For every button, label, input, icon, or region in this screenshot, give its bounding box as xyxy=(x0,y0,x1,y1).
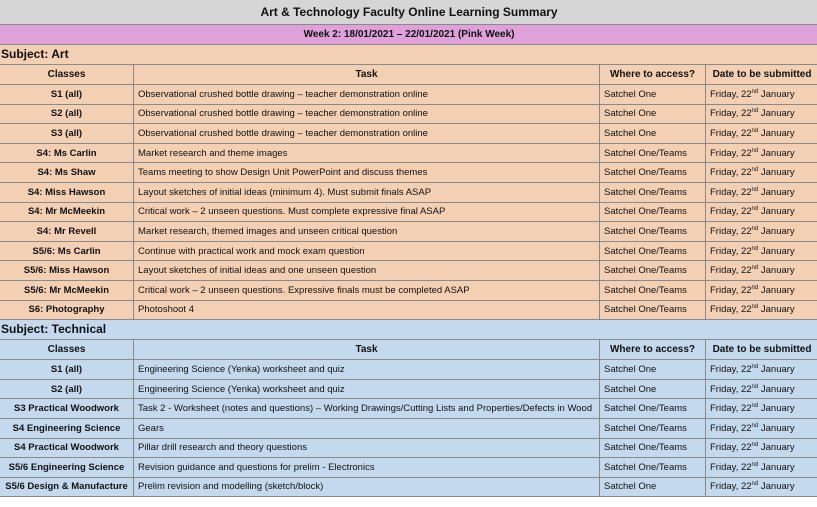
date-suffix: nd xyxy=(751,304,759,311)
technical-subject-row xyxy=(0,320,817,340)
date-text: Friday, 22 xyxy=(710,206,752,218)
date-text: Friday, 22 xyxy=(710,284,752,296)
access-cell: Satchel One xyxy=(600,379,706,399)
date-text: Friday, 22 xyxy=(710,403,752,415)
technical-col-header-date: Date to be submitted xyxy=(706,340,817,360)
date-cell xyxy=(706,360,817,380)
table-row xyxy=(0,85,817,105)
access-cell: Satchel One xyxy=(600,124,706,144)
date-suffix: nd xyxy=(751,245,759,252)
date-month: January xyxy=(758,304,795,316)
class-cell: S5/6 Design & Manufacture xyxy=(0,477,134,497)
date-suffix: nd xyxy=(751,108,759,115)
class-cell: S1 (all) xyxy=(0,360,134,380)
technical-col-header-where: Where to access? xyxy=(600,340,706,360)
date-month: January xyxy=(758,245,795,257)
table-row xyxy=(0,143,817,163)
date-suffix: nd xyxy=(751,225,759,232)
date-month: January xyxy=(758,147,795,159)
art-col-header-task: Task xyxy=(134,65,600,85)
access-cell: Satchel One/Teams xyxy=(600,280,706,300)
access-cell: Satchel One/Teams xyxy=(600,458,706,478)
date-text: Friday, 22 xyxy=(710,186,752,198)
date-suffix: nd xyxy=(751,383,759,390)
date-suffix: nd xyxy=(751,147,759,154)
date-suffix: nd xyxy=(751,265,759,272)
date-suffix: nd xyxy=(751,461,759,468)
date-month: January xyxy=(758,442,795,454)
access-cell: Satchel One/Teams xyxy=(600,261,706,281)
date-suffix: nd xyxy=(751,167,759,174)
date-cell xyxy=(706,222,817,242)
class-cell: S4: Miss Hawson xyxy=(0,182,134,202)
class-cell: S2 (all) xyxy=(0,104,134,124)
week-banner: Week 2: 18/01/2021 – 22/01/2021 (Pink Week) xyxy=(0,25,817,45)
table-row xyxy=(0,399,817,419)
table-row xyxy=(0,360,817,380)
page-title: Art & Technology Faculty Online Learning Summary xyxy=(0,0,817,25)
date-cell xyxy=(706,438,817,458)
technical-header-row xyxy=(0,340,817,360)
date-text: Friday, 22 xyxy=(710,481,752,493)
date-month: January xyxy=(758,265,795,277)
access-cell: Satchel One/Teams xyxy=(600,300,706,320)
access-cell: Satchel One/Teams xyxy=(600,222,706,242)
table-row xyxy=(0,261,817,281)
task-cell: Critical work – 2 unseen questions. Must complete expressive final ASAP xyxy=(134,202,600,222)
class-cell: S4: Ms Shaw xyxy=(0,163,134,183)
table-row xyxy=(0,458,817,478)
task-cell: Observational crushed bottle drawing – teacher demonstration online xyxy=(134,104,600,124)
class-cell: S4 Engineering Science xyxy=(0,418,134,438)
date-month: January xyxy=(758,127,795,139)
date-month: January xyxy=(758,403,795,415)
date-text: Friday, 22 xyxy=(710,167,752,179)
access-cell: Satchel One/Teams xyxy=(600,202,706,222)
date-cell xyxy=(706,202,817,222)
date-text: Friday, 22 xyxy=(710,363,752,375)
date-text: Friday, 22 xyxy=(710,442,752,454)
task-cell: Photoshoot 4 xyxy=(134,300,600,320)
technical-subject-heading: Subject: Technical xyxy=(0,320,817,340)
table-row xyxy=(0,163,817,183)
date-month: January xyxy=(758,108,795,120)
access-cell: Satchel One/Teams xyxy=(600,418,706,438)
date-cell xyxy=(706,143,817,163)
task-cell: Observational crushed bottle drawing – teacher demonstration online xyxy=(134,85,600,105)
task-cell: Layout sketches of initial ideas (minimum 4). Must submit finals ASAP xyxy=(134,182,600,202)
table-row xyxy=(0,104,817,124)
table-row xyxy=(0,124,817,144)
task-cell: Market research, themed images and unseen critical question xyxy=(134,222,600,242)
table-row xyxy=(0,241,817,261)
date-suffix: nd xyxy=(751,442,759,449)
date-cell xyxy=(706,241,817,261)
access-cell: Satchel One/Teams xyxy=(600,143,706,163)
class-cell: S4: Ms Carlin xyxy=(0,143,134,163)
date-cell xyxy=(706,477,817,497)
table-row xyxy=(0,222,817,242)
date-suffix: nd xyxy=(751,284,759,291)
table-row xyxy=(0,280,817,300)
access-cell: Satchel One xyxy=(600,85,706,105)
table-row xyxy=(0,477,817,497)
date-suffix: nd xyxy=(751,422,759,429)
access-cell: Satchel One/Teams xyxy=(600,163,706,183)
date-cell xyxy=(706,261,817,281)
task-cell: Critical work – 2 unseen questions. Expressive finals must be completed ASAP xyxy=(134,280,600,300)
date-text: Friday, 22 xyxy=(710,225,752,237)
date-cell xyxy=(706,182,817,202)
class-cell: S3 (all) xyxy=(0,124,134,144)
class-cell: S6: Photography xyxy=(0,300,134,320)
date-cell xyxy=(706,379,817,399)
date-suffix: nd xyxy=(751,403,759,410)
date-month: January xyxy=(758,461,795,473)
title-row xyxy=(0,0,817,25)
date-month: January xyxy=(758,167,795,179)
art-subject-row xyxy=(0,45,817,65)
class-cell: S5/6: Miss Hawson xyxy=(0,261,134,281)
class-cell: S5/6: Ms Carlin xyxy=(0,241,134,261)
date-suffix: nd xyxy=(751,481,759,488)
table-row xyxy=(0,418,817,438)
task-cell: Continue with practical work and mock exam question xyxy=(134,241,600,261)
date-month: January xyxy=(758,206,795,218)
art-subject-heading: Subject: Art xyxy=(0,45,817,65)
date-cell xyxy=(706,458,817,478)
date-text: Friday, 22 xyxy=(710,461,752,473)
art-col-header-date: Date to be submitted xyxy=(706,65,817,85)
date-cell xyxy=(706,104,817,124)
technical-col-header-classes: Classes xyxy=(0,340,134,360)
date-cell xyxy=(706,163,817,183)
table-row xyxy=(0,300,817,320)
date-cell xyxy=(706,85,817,105)
date-month: January xyxy=(758,363,795,375)
art-col-header-classes: Classes xyxy=(0,65,134,85)
access-cell: Satchel One/Teams xyxy=(600,241,706,261)
date-cell xyxy=(706,399,817,419)
date-month: January xyxy=(758,186,795,198)
date-month: January xyxy=(758,481,795,493)
table-row xyxy=(0,182,817,202)
date-month: January xyxy=(758,383,795,395)
task-cell: Prelim revision and modelling (sketch/block) xyxy=(134,477,600,497)
access-cell: Satchel One/Teams xyxy=(600,438,706,458)
date-text: Friday, 22 xyxy=(710,88,752,100)
technical-col-header-task: Task xyxy=(134,340,600,360)
access-cell: Satchel One xyxy=(600,104,706,124)
access-cell: Satchel One/Teams xyxy=(600,182,706,202)
art-header-row xyxy=(0,65,817,85)
date-month: January xyxy=(758,422,795,434)
date-text: Friday, 22 xyxy=(710,304,752,316)
table-row xyxy=(0,379,817,399)
date-month: January xyxy=(758,284,795,296)
date-suffix: nd xyxy=(751,127,759,134)
class-cell: S4 Practical Woodwork xyxy=(0,438,134,458)
task-cell: Engineering Science (Yenka) worksheet and quiz xyxy=(134,379,600,399)
art-col-header-where: Where to access? xyxy=(600,65,706,85)
table-row xyxy=(0,202,817,222)
class-cell: S4: Mr Revell xyxy=(0,222,134,242)
task-cell: Layout sketches of initial ideas and one unseen question xyxy=(134,261,600,281)
date-suffix: nd xyxy=(751,186,759,193)
date-text: Friday, 22 xyxy=(710,265,752,277)
date-text: Friday, 22 xyxy=(710,147,752,159)
class-cell: S3 Practical Woodwork xyxy=(0,399,134,419)
date-text: Friday, 22 xyxy=(710,245,752,257)
date-text: Friday, 22 xyxy=(710,422,752,434)
access-cell: Satchel One/Teams xyxy=(600,399,706,419)
class-cell: S4: Mr McMeekin xyxy=(0,202,134,222)
task-cell: Task 2 - Worksheet (notes and questions) – Working Drawings/Cutting Lists and Properties/Defects in Wood xyxy=(134,399,600,419)
task-cell: Engineering Science (Yenka) worksheet and quiz xyxy=(134,360,600,380)
task-cell: Market research and theme images xyxy=(134,143,600,163)
task-cell: Observational crushed bottle drawing – teacher demonstration online xyxy=(134,124,600,144)
date-cell xyxy=(706,280,817,300)
class-cell: S5/6 Engineering Science xyxy=(0,458,134,478)
date-suffix: nd xyxy=(751,206,759,213)
date-cell xyxy=(706,124,817,144)
table-row xyxy=(0,438,817,458)
week-row xyxy=(0,25,817,45)
date-text: Friday, 22 xyxy=(710,127,752,139)
date-cell xyxy=(706,418,817,438)
access-cell: Satchel One xyxy=(600,477,706,497)
date-suffix: nd xyxy=(751,363,759,370)
date-month: January xyxy=(758,225,795,237)
access-cell: Satchel One xyxy=(600,360,706,380)
date-text: Friday, 22 xyxy=(710,383,752,395)
task-cell: Gears xyxy=(134,418,600,438)
class-cell: S1 (all) xyxy=(0,85,134,105)
task-cell: Revision guidance and questions for prelim - Electronics xyxy=(134,458,600,478)
date-suffix: nd xyxy=(751,88,759,95)
date-cell xyxy=(706,300,817,320)
date-month: January xyxy=(758,88,795,100)
date-text: Friday, 22 xyxy=(710,108,752,120)
class-cell: S2 (all) xyxy=(0,379,134,399)
task-cell: Pillar drill research and theory questions xyxy=(134,438,600,458)
task-cell: Teams meeting to show Design Unit PowerPoint and discuss themes xyxy=(134,163,600,183)
class-cell: S5/6: Mr McMeekin xyxy=(0,280,134,300)
